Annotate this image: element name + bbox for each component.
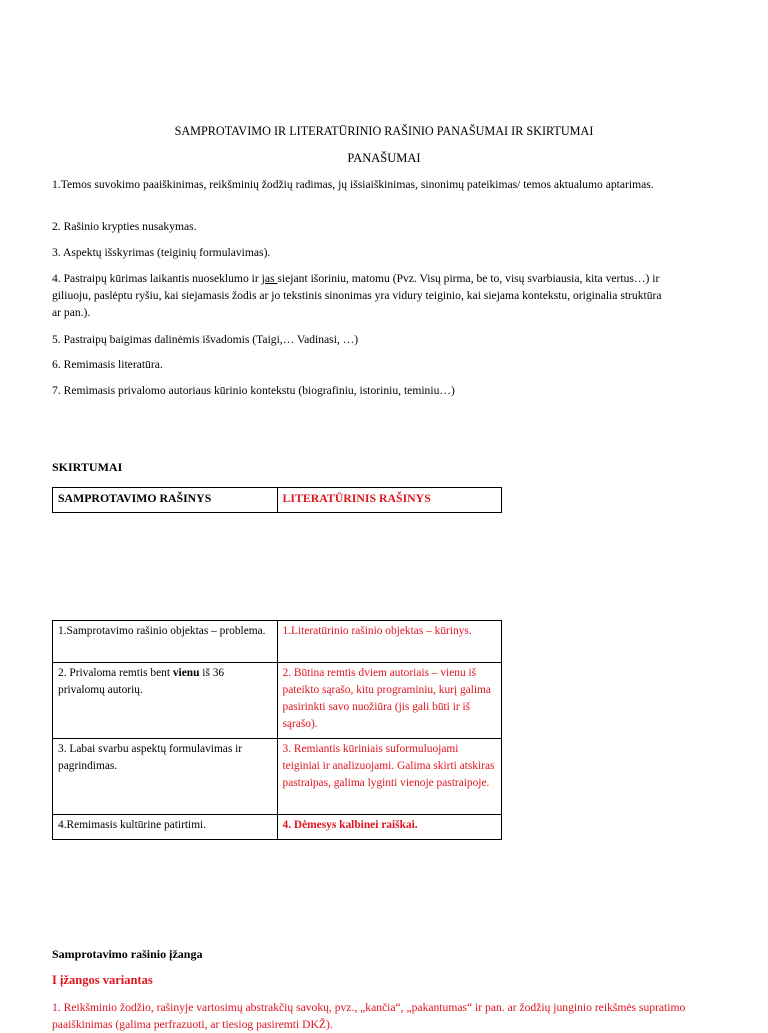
document-title: SAMPROTAVIMO IR LITERATŪRINIO RAŠINIO PANAŠUMAI IR SKIRTUMAI (174, 124, 594, 138)
table-cell: 3. Labai svarbu aspektų formulavimas ir pagrindimas. (53, 739, 278, 815)
table-row (53, 621, 502, 663)
differences-heading: SKIRTUMAI (52, 460, 123, 474)
table-cell: 1.Samprotavimo rašinio objektas – problema. (53, 621, 278, 663)
table-cell: 4. Dėmesys kalbinei raiškai. (277, 815, 502, 840)
table-row (53, 739, 502, 815)
similarity-item-1: 1.Temos suvokimo paaiškinimas, reikšminių žodžių radimas, jų išsiaiškinimas, sinonimų pateikimas/ temos aktualumo aptarimas. (52, 178, 654, 191)
table-cell: 2. Būtina remtis dviem autoriais – vienu iš pateikto sąrašo, kitu programiniu, kurį galima pasirinkti savo nuožiūra (jis gali būti ir iš sąrašo). (277, 663, 502, 739)
similarity-item-3: 3. Aspektų išskyrimas (teiginių formulavimas). (52, 246, 271, 259)
table-cell: 4.Remimasis kultūrine patirtimi. (53, 815, 278, 840)
similarity-item-5: 5. Pastraipų baigimas dalinėmis išvadomis (Taigi,… Vadinasi, …) (52, 333, 359, 346)
cell-text: iš 36 privalomų autorių. (58, 667, 225, 696)
similarities-heading: PANAŠUMAI (347, 151, 421, 165)
variant-paragraph: 1. Reikšminio žodžio, rašinyje vartosimų abstrakčių savokų, pvz., „kančia“, „pakantumas“ ir pan. ar žodžių junginio reikšmės supratimo paaiškinimas (galima perfrazuoti, ar tiesiog pasiremti DKŽ). (52, 1001, 686, 1031)
table-cell (53, 663, 278, 739)
header-cell-argumentative: SAMPROTAVIMO RAŠINYS (53, 488, 278, 513)
table-cell: 1.Literatūrinio rašinio objektas – kūrinys. (277, 621, 502, 663)
header-cell-literary: LITERATŪRINIS RAŠINYS (277, 488, 502, 513)
differences-table (52, 620, 502, 840)
table-cell: 3. Remiantis kūriniais suformuluojami teiginiai ir analizuojami. Galima skirti atskiras pastraipas, galima lyginti vienoje pastraipoje. (277, 739, 502, 815)
introduction-heading: Samprotavimo rašinio įžanga (52, 947, 203, 961)
similarity-item-4-start: 4. Pastraipų kūrimas laikantis nuoseklumo ir (52, 272, 262, 285)
similarity-item-2: 2. Rašinio krypties nusakymas. (52, 220, 197, 233)
variant-heading: I įžangos variantas (52, 973, 153, 987)
cell-text: 2. Privaloma remtis bent (58, 667, 173, 679)
cell-bold-word: vienu (172, 667, 200, 679)
differences-header-table (52, 487, 502, 513)
table-row (53, 488, 502, 513)
table-row (53, 815, 502, 840)
similarity-item-4 (52, 270, 672, 321)
similarity-item-4-rest: siejant išoriniu, matomu (Pvz. Visų pirma, be to, visų svarbiausia, kita vertus…) ir giliuoju, paslėptu ryšiu, kai siejamasis žodis ar jo tekstinis sinonimas yra vidury teiginio, kai siejama kontekstu, originalia struktūra ar pan.). (52, 272, 662, 319)
table-row (53, 663, 502, 739)
similarity-item-6: 6. Remimasis literatūra. (52, 358, 163, 371)
similarity-item-7: 7. Remimasis privalomo autoriaus kūrinio kontekstu (biografiniu, istoriniu, teminiu…) (52, 384, 455, 397)
underlined-word: jas (261, 272, 278, 285)
